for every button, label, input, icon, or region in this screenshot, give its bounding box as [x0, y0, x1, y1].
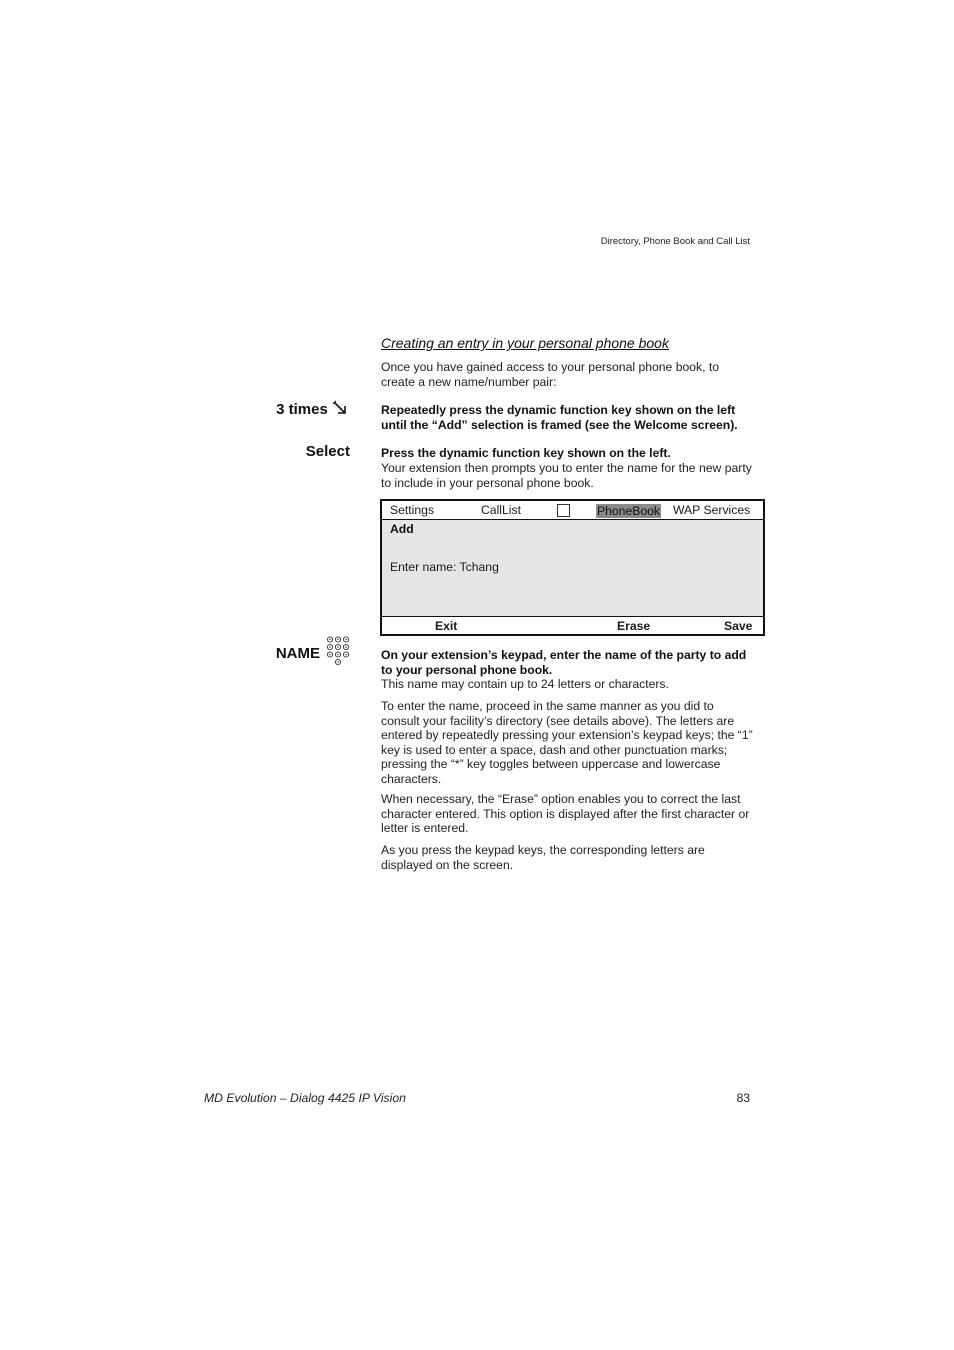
step3-instruction: On your extension’s keypad, enter the name of the party to add to your personal phone book. — [381, 648, 747, 677]
step3-paragraph-1: To enter the name, proceed in the same manner as you did to consult your facility’s directory (see details above). The letters are entered by repeatedly pressing your extension’s keypad keys; the “1” key is used to enter a space, dash and other punctuation marks; pressing the “*” key toggles between uppercase and lowercase characters. — [381, 699, 753, 786]
save-softkey[interactable]: Save — [724, 619, 753, 633]
phone-screen — [380, 499, 765, 636]
down-arrow-key-icon — [332, 400, 350, 416]
step3-label: NAME — [275, 645, 320, 662]
section-title: Creating an entry in your personal phone book — [381, 335, 669, 351]
step1-label-text: 3 times — [276, 401, 328, 418]
step2-detail: Your extension then prompts you to enter the name for the new party to include in your personal phone book. — [381, 461, 752, 490]
step1-instruction: Repeatedly press the dynamic function key shown on the left until the “Add” selection is framed (see the Welcome screen). — [381, 403, 738, 432]
intro-text: Once you have gained access to your personal phone book, to create a new name/number pair: — [381, 360, 720, 389]
step1-label — [260, 400, 350, 418]
screen-tab-bar — [382, 501, 763, 520]
tab-phonebook[interactable]: PhoneBook — [597, 504, 661, 518]
erase-softkey[interactable]: Erase — [617, 619, 651, 633]
tab-settings[interactable]: Settings — [390, 503, 435, 517]
screen-title: Add — [390, 522, 414, 536]
tab-empty-box-icon — [557, 504, 570, 517]
running-header: Directory, Phone Book and Call List — [600, 236, 750, 247]
tab-wap-services[interactable]: WAP Services — [673, 503, 751, 517]
step3-paragraph-3: As you press the keypad keys, the corresponding letters are displayed on the screen. — [381, 843, 705, 872]
step3-paragraph-2: When necessary, the “Erase” option enables you to correct the last character entered. This option is displayed after the first character or letter is entered. — [381, 792, 750, 835]
tab-calllist[interactable]: CallList — [481, 503, 521, 517]
exit-softkey[interactable]: Exit — [435, 619, 458, 633]
page-number: 83 — [736, 1091, 750, 1105]
step2-instruction: Press the dynamic function key shown on the left. — [381, 446, 671, 460]
screen-prompt: Enter name: Tchang — [390, 560, 499, 574]
keypad-icon — [326, 636, 350, 670]
step3-detail: This name may contain up to 24 letters or characters. — [381, 677, 669, 691]
step2-label: Select — [305, 443, 350, 460]
softkey-bar — [382, 616, 763, 634]
screen-body — [382, 520, 763, 616]
footer-product: MD Evolution – Dialog 4425 IP Vision — [204, 1091, 406, 1105]
